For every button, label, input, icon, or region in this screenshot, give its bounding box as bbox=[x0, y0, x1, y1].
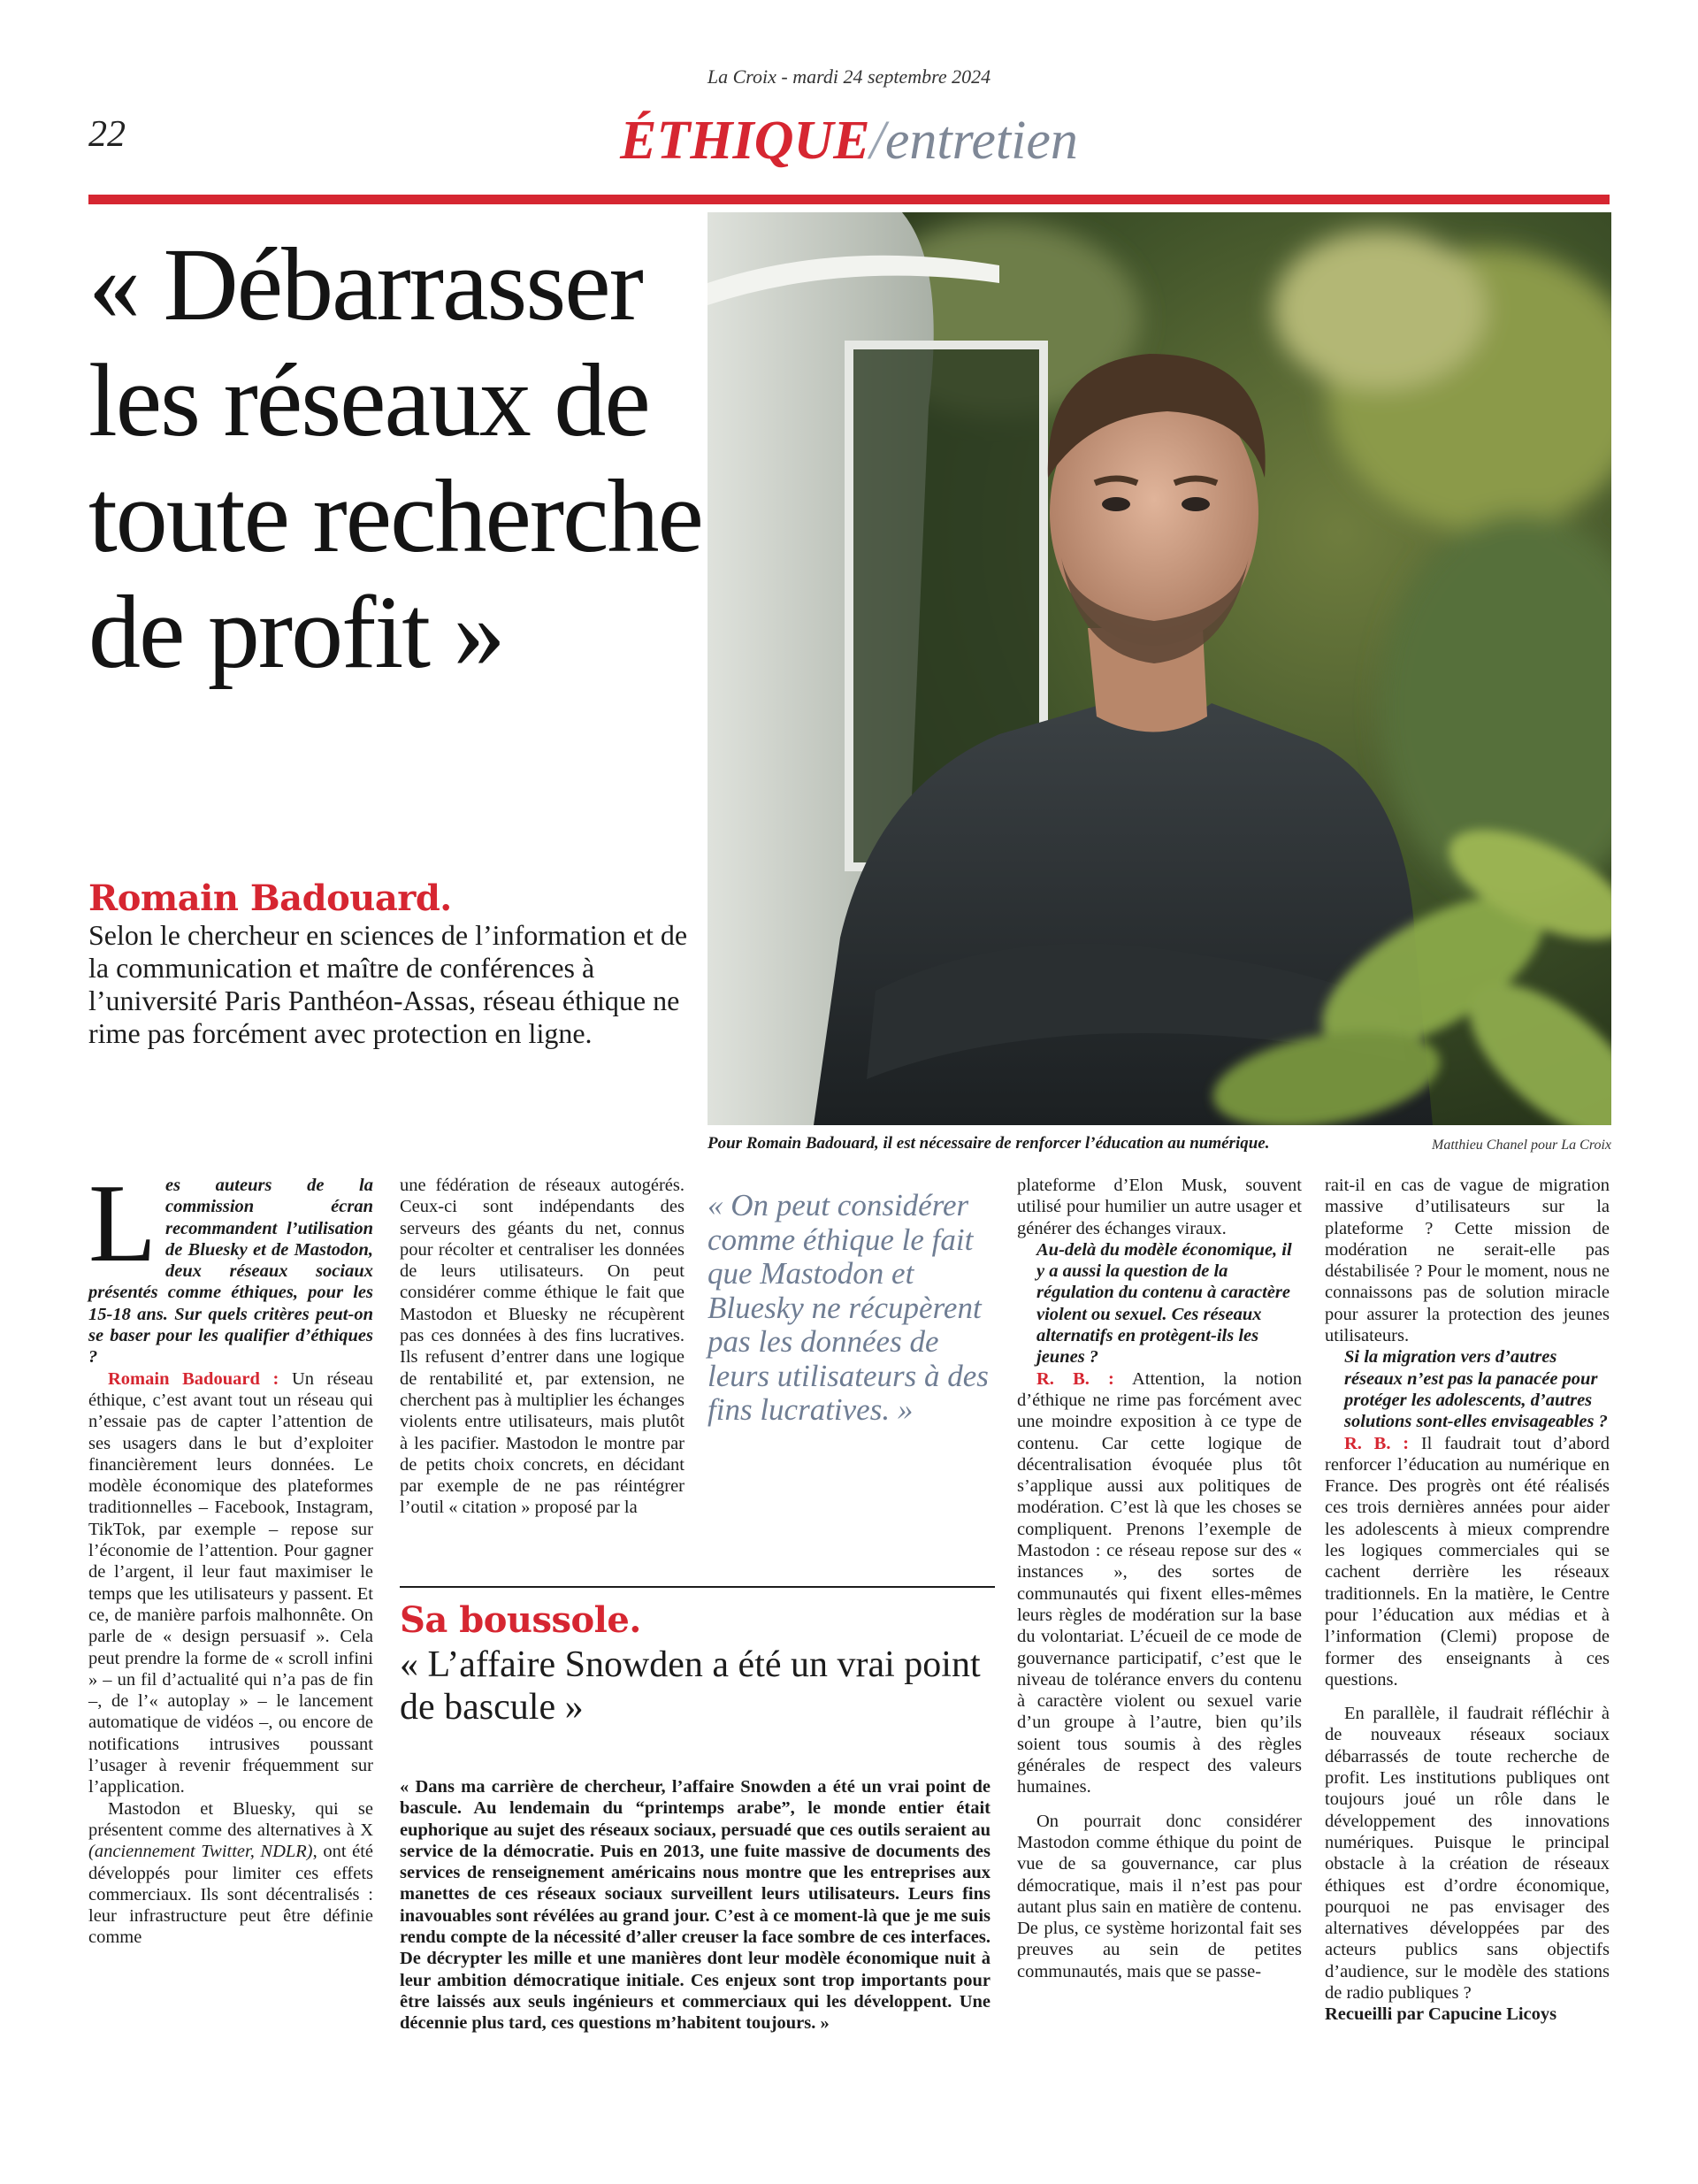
header-rule bbox=[88, 195, 1610, 204]
answer-2-end: rait-il en cas de vague de migration massive d’utilisateurs sur la plateforme ? Cette mission de modération ne serait-elle pas déstabilisée ? Pour le moment, nous ne connaissons pas de solution miracle pour assurer la protection des jeunes utilisateurs. bbox=[1325, 1176, 1610, 1346]
answer-3-part-2: En parallèle, il faudrait réfléchir à de nouveaux réseaux sociaux débarrassés de toute recherche de profit. Les institutions publiques ont toujours joué un rôle dans le développement des innovations numériques. Puisque le principal obstacle à la création de réseaux éthiques est d’ordre économique, pourquoi ne pas envisager des alternatives développées par des acteurs publics sans objectifs d’audience, sur le modèle des stations de radio publiques ? bbox=[1325, 1704, 1610, 2003]
speaker-initials: R. B. : bbox=[1036, 1368, 1114, 1389]
pull-quote: « On peut considérer comme éthique le fait que Mastodon et Bluesky ne récupèrent pas les données de leurs utilisateurs à des fins lucratives. » bbox=[708, 1188, 989, 1427]
article-column-4 bbox=[1017, 1175, 1302, 1982]
sidebar-body: « Dans ma carrière de chercheur, l’affaire Snowden a été un vrai point de bascule. Au lendemain du “printemps arabe”, le monde entier était euphorique au sujet des réseaux sociaux, persuadé que ces outils seraient au service de la démocratie. Puis en 2013, une fuite massive de documents des services de renseignement américains nous montre que les entreprises aux manettes de ces réseaux sociaux surveillent leurs utilisateurs. Leurs fins inavouables sont révélées au grand jour. C’est à ce moment-là que je me suis rendu compte de la nécessité d’aller creuser la face sombre de ces interfaces. De décrypter les mille et une manières dont leur modèle économique nuit à leur ambition démocratique initiale. Ces enjeux sont trop importants pour être laissés aux seuls ingénieurs et commerciaux qui les développent. Une décennie plus tard, ces questions m’habitent toujours. » bbox=[400, 1777, 990, 2034]
article-column-2 bbox=[400, 1175, 685, 1519]
portrait-photo bbox=[708, 212, 1611, 1125]
answer-1-aside: (anciennement Twitter, NDLR) bbox=[88, 1842, 313, 1862]
byline: Recueilli par Capucine Licoys bbox=[1325, 2004, 1557, 2025]
page-number: 22 bbox=[88, 114, 126, 155]
drop-cap: L bbox=[88, 1162, 157, 1285]
answer-2-part-1: Attention, la notion d’éthique ne rime pas forcément avec une moindre exposition à ce type de contenu. Car cette logique de décentralisation évoquée plus tôt s’applique aussi aux politiques de modération. C’est là que les choses se compliquent. Prenons l’exemple de Mastodon : ce réseau repose sur des « instances », des sortes de communautés qui fixent elles-mêmes leurs règles de modération sur la base du volontariat. L’écueil de ce mode de gouvernance participatif, c’est que le niveau de tolérance envers du contenu à caractère violent ou sexuel varie d’un groupe à l’autre, bien qu’ils soient tous soumis à des règles générales de respect des valeurs humaines. bbox=[1017, 1368, 1303, 1797]
sidebar-title: Sa boussole. bbox=[400, 1599, 641, 1641]
answer-1-continued: une fédération de réseaux autogérés. Ceux-ci sont indépendants des serveurs des géants du net, connus pour récolter et centraliser les données de leurs utilisateurs. On peut considérer comme éthique le fait que Mastodon et Bluesky ne récupèrent pas ces données à des fins lucratives. Ils refusent d’entrer dans une logique de rentabilité et, par extension, ne cherchent pas à multiplier les échanges violents entre utilisateurs, mais plutôt à les pacifier. Mastodon le montre par de petits choix concrets, en décidant par exemple de ne pas réintégrer l’outil « citation » proposé par la bbox=[400, 1176, 685, 1518]
sidebar-quote: « L’affaire Snowden a été un vrai point de bascule » bbox=[400, 1644, 981, 1728]
section-slash: / bbox=[869, 111, 885, 171]
answer-1-part-2b: , ont été développés pour limiter ces effets commerciaux. Ils sont décentralisés : leur infrastructure peut être définie comme bbox=[88, 1842, 373, 1948]
answer-2-part-2: On pourrait donc considérer Mastodon comme éthique du point de vue de sa gouvernance, car plus démocratique, mais il n’est pas pour autant plus sain en matière de contenu. De plus, ce système horizontal fait ses preuves au sein de petites communautés, mais que se passe- bbox=[1017, 1811, 1302, 1981]
answer-3-part-1: Il faudrait tout d’abord renforcer l’éducation au numérique en France. Des progrès ont été réalisés ces trois dernières années pour aider les adolescents à mieux comprendre les logiques commerciales qui se cachent derrière les réseaux traditionnels. En la matière, le Centre pour l’éducation aux médias et à l’information (Clemi) propose de former des enseignants à ces questions. bbox=[1325, 1433, 1610, 1690]
portrait-illustration bbox=[708, 212, 1611, 1125]
speaker-initials-2: R. B. : bbox=[1344, 1433, 1410, 1453]
answer-1-part-1: Un réseau éthique, c’est avant tout un réseau qui n’essaie pas de capter l’attention de ses usagers dans le but d’exploiter financièrement leurs données. Le modèle économique des plateformes traditionnelles – Facebook, Instagram, TikTok, par exemple – repose sur l’économie de l’attention. Pour gagner de l’argent, il leur faut maximiser le temps que les utilisateurs y passent. Et ce, de manière parfois malhonnête. On parle de « design persuasif ». Cela peut prendre la forme de « scroll infini » – un fil d’actualité qui n’a pas de fin –, de l’« autoplay » – le lancement automatique de vidéos –, ou encore de notifications intrusives poussant l’usager à revenir fréquemment sur l’application. bbox=[88, 1368, 373, 1797]
photo-caption bbox=[708, 1132, 1611, 1157]
subsection-name: entretien bbox=[884, 111, 1078, 171]
answer-1-part-2a: Mastodon et Bluesky, qui se présentent comme des alternatives à X bbox=[88, 1798, 373, 1840]
section-name: ÉTHIQUE bbox=[620, 111, 870, 171]
section-rubric bbox=[0, 110, 1698, 172]
box-separator bbox=[400, 1586, 995, 1588]
speaker-label: Romain Badouard : bbox=[108, 1368, 279, 1389]
photo-credit: Matthieu Chanel pour La Croix bbox=[1432, 1138, 1611, 1153]
question-3: Si la migration vers d’autres réseaux n’est pas la panacée pour protéger les adolescents, d’autres solutions sont-elles envisageables ? bbox=[1344, 1347, 1608, 1432]
answer-1-end: plateforme d’Elon Musk, souvent utilisé pour humilier un autre usager et générer des échanges viraux. bbox=[1017, 1176, 1302, 1238]
dateline: La Croix - mardi 24 septembre 2024 bbox=[707, 65, 991, 88]
question-1: es auteurs de la commission écran recommandent l’utilisation de Bluesky et de Mastodon, deux réseaux sociaux présentés comme éthiques, pour les 15-18 ans. Sur quels critères peut-on se baser pour les qualifier d’éthiques ? bbox=[88, 1176, 373, 1368]
interviewee-name: Romain Badouard. bbox=[88, 877, 452, 919]
article-column-5 bbox=[1325, 1175, 1610, 2026]
article-column-1 bbox=[88, 1162, 373, 1949]
caption-text: Pour Romain Badouard, il est nécessaire de renforcer l’éducation au numérique. bbox=[708, 1134, 1270, 1153]
question-2: Au-delà du modèle économique, il y a aussi la question de la régulation du contenu à caractère violent ou sexuel. Ces réseaux alternatifs en protègent-ils les jeunes ? bbox=[1036, 1239, 1292, 1368]
intro-text: Selon le chercheur en sciences de l’information et de la communication et maître de conférences à l’université Paris Panthéon-Assas, réseau éthique ne rime pas forcément avec protection en ligne. bbox=[88, 919, 688, 1049]
headline: « Débarrasser les réseaux de toute recherche de profit » bbox=[88, 226, 702, 690]
